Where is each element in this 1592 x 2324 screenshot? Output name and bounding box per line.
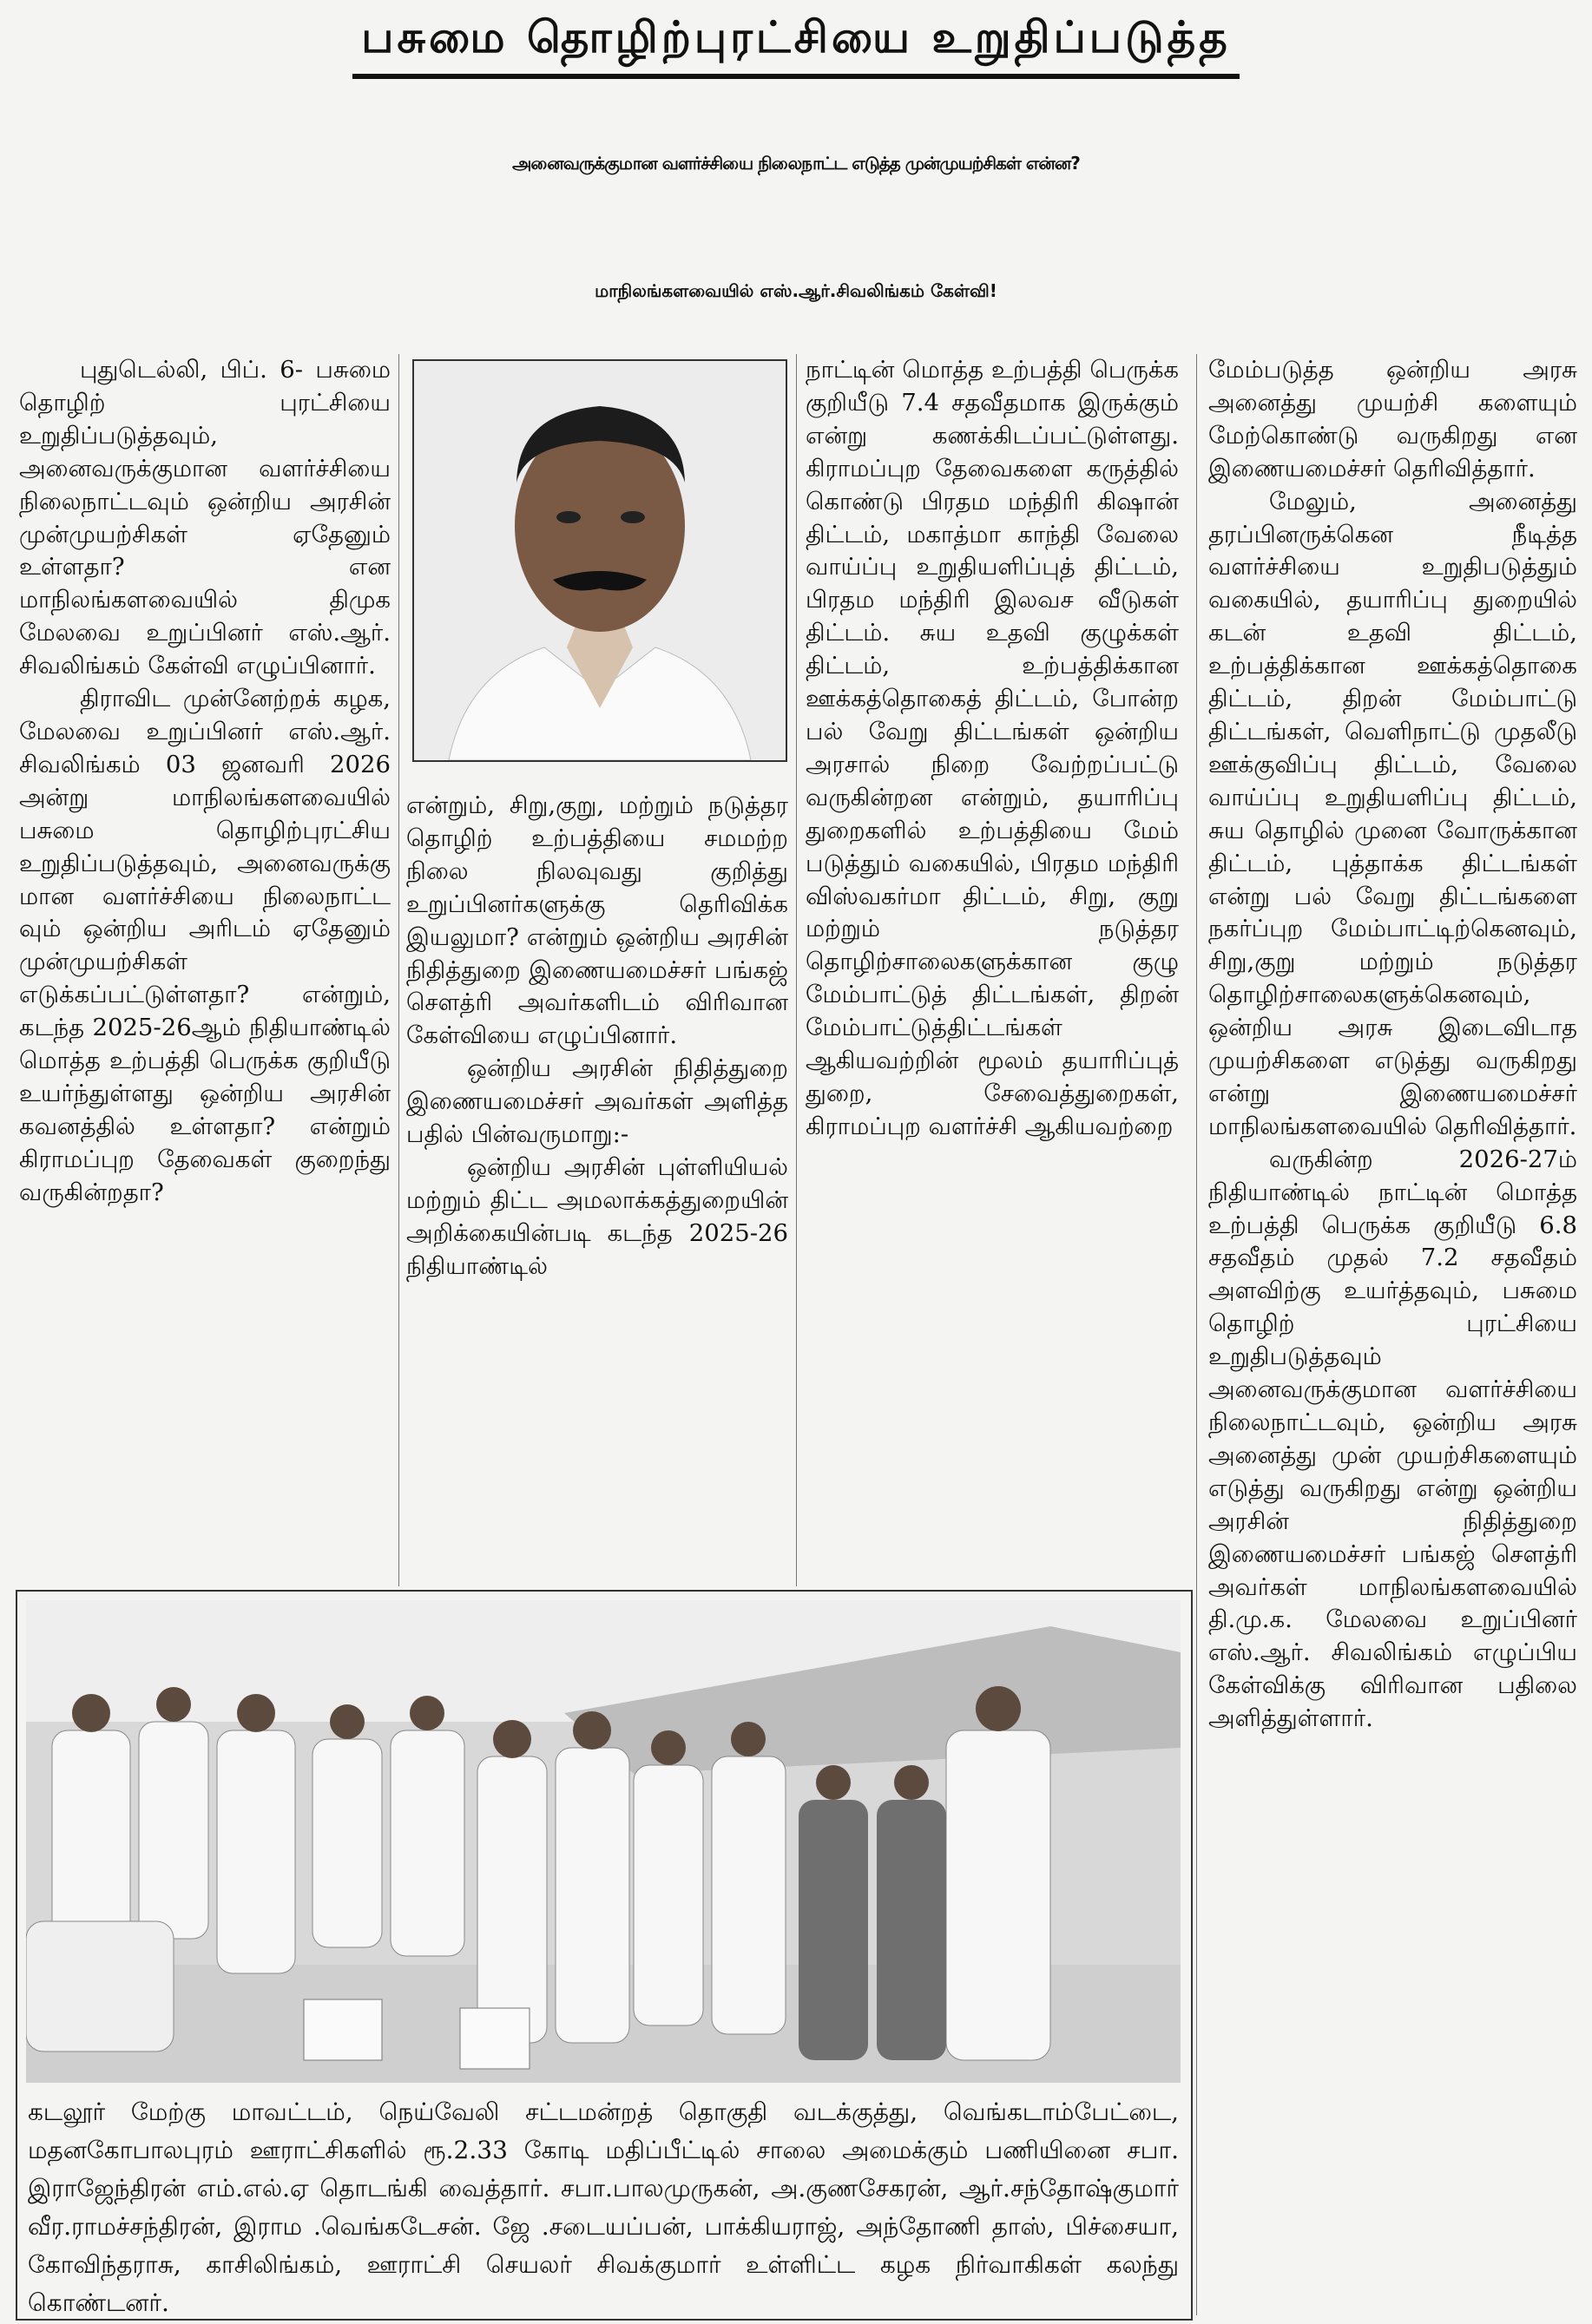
article-column-2 bbox=[406, 790, 788, 1319]
article-column-4 bbox=[1208, 354, 1577, 2311]
photo-caption: கடலூர் மேற்கு மாவட்டம், நெய்வேலி சட்டமன்றத் தொகுதி வடக்குத்து, வெங்கடாம்பேட்டை, மதனகோபாலபுரம் ஊராட்சிகளில் ரூ.2.33 கோடி மதிப்பீட்டில் சாலை அமைக்கும் பணியினை சபா. இராஜேந்திரன் எம்.எல்.ஏ தொடங்கி வைத்தார். சபா.பாலமுருகன், அ.குணசேகரன், ஆர்.சந்தோஷ்குமார் வீர.ராமச்சந்திரன், இராம .வெங்கடேசன். ஜே .சடையப்பன், பாக்கியராஜ், அந்தோணி தாஸ், பிச்சையா, கோவிந்தராசு, காசிலிங்கம், ஊராட்சி செயலர் சிவக்குமார் உள்ளிட்ட கழக நிர்வாகிகள் கலந்து கொண்டனர். bbox=[28, 2098, 1179, 2317]
kicker-heading bbox=[0, 12, 1592, 79]
headline: அனைவருக்குமான வளர்ச்சியை நிலைநாட்ட எடுத்த முன்முயற்சிகள் என்ன? bbox=[512, 153, 1080, 174]
paragraph: புதுடெல்லி, பிப். 6- பசுமை தொழிற் புரட்சியை உறுதிப்படுத்தவும், அனைவருக்குமான வளர்ச்சியை நிலைநாட்டவும் ஒன்றிய அரசின் முன்முயற்சிகள் ஏதேனும் உள்ளதா? என மாநிலங்களவையில் திமுக மேலவை உறுப்பினர் எஸ்.ஆர். சிவலிங்கம் கேள்வி எழுப்பினார். bbox=[19, 356, 391, 680]
paragraph: நாட்டின் மொத்த உற்பத்தி பெருக்க குறியீடு 7.4 சதவீதமாக இருக்கும் என்று கணக்கிடப்பட்டுள்ளது. கிராமப்புற தேவைகளை கருத்தில் கொண்டு பிரதம மந்திரி கிஷான் திட்டம், மகாத்மா காந்தி வேலை வாய்ப்பு உறுதியளிப்புத் திட்டம், பிரதம மந்திரி இலவச வீடுகள் திட்டம். சுய உதவி குழுக்கள் திட்டம், உற்பத்திக்கான ஊக்கத்தொகைத் திட்டம், போன்ற பல் வேறு திட்டங்கள் ஒன்றிய அரசால் நிறை வேற்றப்பட்டு வருகின்றன என்றும், தயாரிப்பு துறைகளில் உற்பத்தியை மேம் படுத்தும் வகையில், பிரதம மந்திரி விஸ்வகர்மா திட்டம், சிறு, குறு மற்றும் நடுத்தர தொழிற்சாலைகளுக்கான குழு மேம்பாட்டுத் திட்டங்கள், திறன் மேம்பாட்டுத்திட்டங்கள் ஆகியவற்றின் மூலம் தயாரிப்புத் துறை, சேவைத்துறைகள், கிராமப்புற வளர்ச்சி ஆகியவற்றை bbox=[806, 356, 1179, 1140]
article-column-1 bbox=[19, 354, 391, 1586]
portrait-photo bbox=[412, 359, 787, 762]
event-group-photo bbox=[26, 1600, 1181, 2083]
paragraph: ஒன்றிய அரசின் நிதித்துறை இணையமைச்சர் அவர்கள் அளித்த பதில் பின்வருமாறு:- bbox=[406, 1054, 788, 1149]
paragraph: திராவிட முன்னேற்றக் கழக, மேலவை உறுப்பினர் எஸ்.ஆர். சிவலிங்கம் 03 ஜனவரி 2026 அன்று மாநிலங்களவையில் பசுமை தொழிற்புரட்சிய உறுதிப்படுத்தவும், அனைவருக்கு மான வளர்ச்சியை நிலைநாட்ட வும் ஒன்றிய அரிடம் ஏதேனும் முன்முயற்சிகள் எடுக்கப்பட்டுள்ளதா? என்றும், கடந்த 2025-26ஆம் நிதியாண்டில் மொத்த உற்பத்தி பெருக்க குறியீடு உயர்ந்துள்ளது ஒன்றிய அரசின் கவனத்தில் உள்ளதா? என்றும் கிராமப்புற தேவைகள் குறைந்து வருகின்றதா? bbox=[19, 685, 391, 1206]
event-photo-box bbox=[16, 1590, 1193, 2321]
paragraph: மேலும், அனைத்து தரப்பினருக்கென நீடித்த வளர்ச்சியை உறுதிபடுத்தும் வகையில், தயாரிப்பு துறையில் கடன் உதவி திட்டம், உற்பத்திக்கான ஊக்கத்தொகை திட்டம், திறன் மேம்பாட்டு திட்டங்கள், வெளிநாட்டு முதலீடு ஊக்குவிப்பு திட்டம், வேலை வாய்ப்பு உறுதியளிப்பு திட்டம், சுய தொழில் முனை வோருக்கான திட்டம், புத்தாக்க திட்டங்கள் என்று பல் வேறு திட்டங்களை நகர்ப்புற மேம்பாட்டிற்கெனவும், சிறு,குறு மற்றும் நடுத்தர தொழிற்சாலைகளுக்கெனவும், ஒன்றிய அரசு இடைவிடாத முயற்சிகளை எடுத்து வருகிறது என்று இணையமைச்சர் மாநிலங்களவையில் தெரிவித்தார். bbox=[1208, 487, 1577, 1140]
column-rule bbox=[796, 354, 797, 1586]
column-rule bbox=[1196, 354, 1197, 2315]
subheadline: மாநிலங்களவையில் எஸ்.ஆர்.சிவலிங்கம் கேள்வி! bbox=[595, 280, 997, 301]
paragraph: வருகின்ற 2026-27ம் நிதியாண்டில் நாட்டின் மொத்த உற்பத்தி பெருக்க குறியீடு 6.8 சதவீதம் முதல் 7.2 சதவீதம் அளவிற்கு உயர்த்தவும், பசுமை தொழிற் புரட்சியை உறுதிபடுத்தவும் அனைவருக்குமான வளர்ச்சியை நிலைநாட்டவும், ஒன்றிய அரசு அனைத்து முன் முயற்சிகளையும் எடுத்து வருகிறது என்று ஒன்றிய அரசின் நிதித்துறை இணையமைச்சர் பங்கஜ் சௌத்ரி அவர்கள் மாநிலங்களவையில் தி.மு.க. மேலவை உறுப்பினர் எஸ்.ஆர். சிவலிங்கம் எழுப்பிய கேள்விக்கு விரிவான பதிலை அளித்துள்ளார். bbox=[1208, 1145, 1577, 1733]
column-rule bbox=[398, 354, 399, 1586]
article-column-3 bbox=[806, 354, 1179, 1586]
kicker-text: பசுமை தொழிற்புரட்சியை உறுதிப்படுத்த bbox=[352, 12, 1240, 79]
paragraph: ஒன்றிய அரசின் புள்ளியியல் மற்றும் திட்ட அமலாக்கத்துறையின் அறிக்கையின்படி கடந்த 2025-26 நிதியாண்டில் bbox=[406, 1152, 788, 1280]
paragraph: மேம்படுத்த ஒன்றிய அரசு அனைத்து முயற்சி களையும் மேற்கொண்டு வருகிறது என இணையமைச்சர் தெரிவித்தார். bbox=[1208, 356, 1577, 483]
paragraph: என்றும், சிறு,குறு, மற்றும் நடுத்தர தொழிற் உற்பத்தியை சமமற்ற நிலை நிலவுவது குறித்து உறுப்பினர்களுக்கு தெரிவிக்க இயலுமா? என்றும் ஒன்றிய அரசின் நிதித்துறை இணையமைச்சர் பங்கஜ் சௌத்ரி அவர்களிடம் விரிவான கேள்வியை எழுப்பினார். bbox=[406, 791, 788, 1050]
